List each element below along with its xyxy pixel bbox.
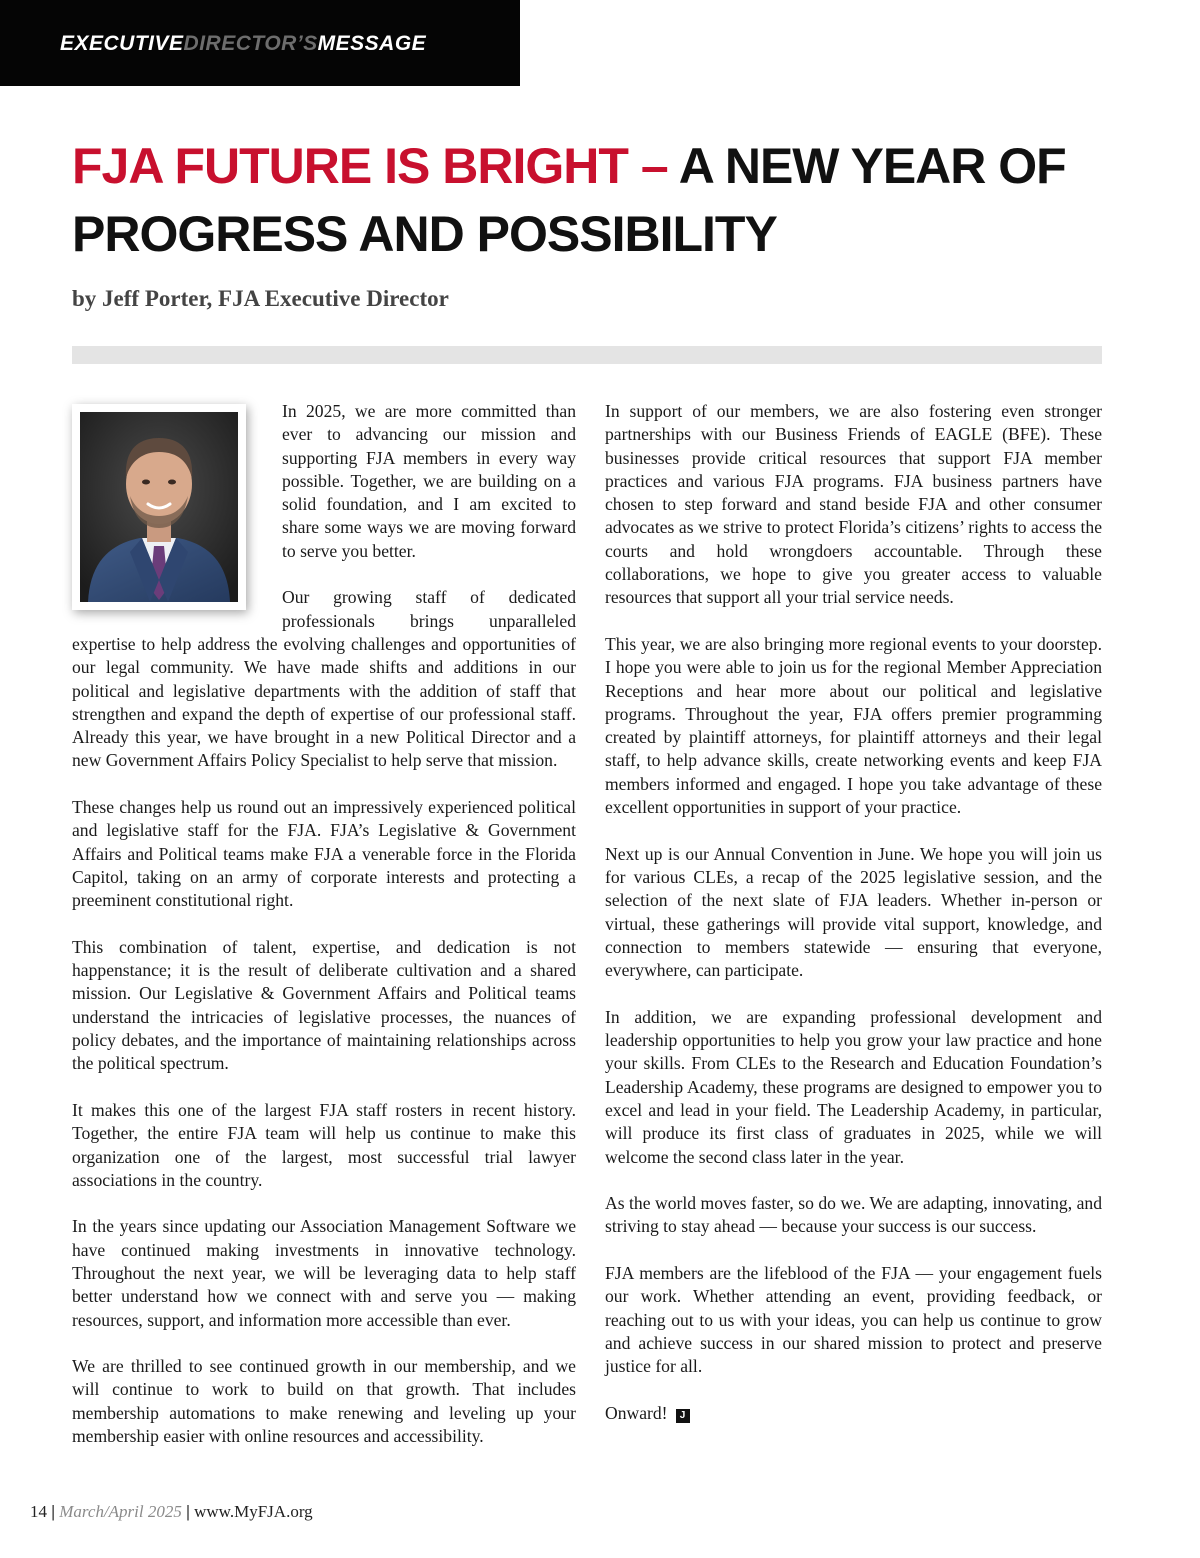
issue-date: March/April 2025: [59, 1502, 182, 1521]
headline-red-part: FJA FUTURE IS BRIGHT –: [72, 138, 668, 194]
byline: by Jeff Porter, FJA Executive Director: [72, 286, 449, 311]
article-paragraph: In the years since updating our Association Management Software we have continued making investments in innovative technology. Throughout the next year, we will be leveraging data to help staff better understand how we connect with and serve you — making resources, support, and information more accessible than ever.: [72, 1216, 576, 1330]
footer-separator: |: [51, 1502, 55, 1521]
page-footer: [30, 1502, 313, 1522]
section-label-part3: MESSAGE: [317, 32, 427, 55]
article-paragraph: We are thrilled to see continued growth in our membership, and we will continue to work to build on that growth. That includes membership automations to make renewing and leveling up your membership easier with online resources and accessibility.: [72, 1356, 576, 1447]
signoff-text: Onward!: [605, 1402, 668, 1423]
end-mark-icon: J: [676, 1409, 690, 1423]
article-paragraph: It makes this one of the largest FJA staff rosters in recent history. Together, the entire FJA team will help us continue to make this organization one of the largest, most successful trial lawyer associations in the country.: [72, 1099, 576, 1190]
article-headline: [72, 132, 1132, 268]
article-column-left: [72, 400, 576, 1472]
section-tab: [0, 0, 520, 86]
website-url: www.MyFJA.org: [194, 1502, 313, 1521]
article-paragraph: Our growing staff of dedicated professionals brings unparalleled expertise to help address the evolving challenges and opportunities of our legal community. We have made shifts and additions in our political and legislative departments with the addition of staff that strengthen and expand the depth of expertise of our professional staff. Already this year, we have brought in a new Political Director and a new Government Affairs Policy Specialist to help serve that mission.: [72, 587, 576, 771]
article-paragraph: FJA members are the lifeblood of the FJA — your engagement fuels our work. Whether attending an event, providing feedback, or reaching out to us with your ideas, you can help us continue to grow and achieve success in our shared mission to protect and preserve justice for all.: [605, 1262, 1102, 1377]
section-label: [60, 32, 426, 56]
page-number: 14: [30, 1502, 47, 1521]
photo-wrap-spacer: [72, 400, 282, 622]
section-label-part1: EXECUTIVE: [60, 32, 184, 55]
article-paragraph: As the world moves faster, so do we. We are adapting, innovating, and striving to stay ahead — because your success is our success.: [605, 1193, 1102, 1237]
article-signoff: [605, 1402, 1102, 1425]
article-paragraph: These changes help us round out an impressively experienced political and legislative staff for the FJA. FJA’s Legislative & Government Affairs and Political teams make FJA a venerable force in the Florida Capitol, taking on an army of corporate interests and protecting a preeminent constitutional right.: [72, 797, 576, 911]
article-paragraph: In support of our members, we are also fostering even stronger partnerships with our Business Friends of EAGLE (BFE). These businesses provide critical resources that support FJA member practices and various FJA programs. FJA business partners have chosen to step forward and stand beside FJA and other consumer advocates as we strive to protect Florida’s citizens’ rights to access the courts and hold wrongdoers accountable. Through these collaborations, we hope to give you greater access to valuable resources that support all your trial service needs.: [605, 401, 1102, 608]
article-paragraph: This combination of talent, expertise, and dedication is not happenstance; it is the result of deliberate cultivation and a shared mission. Our Legislative & Government Affairs and Political teams understand the intricacies of legislative processes, the nuances of policy debates, and the importance of maintaining relationships across the political spectrum.: [72, 936, 576, 1074]
article-column-right: [605, 400, 1102, 1448]
article-paragraph: In 2025, we are more committed than ever to advancing our mission and supporting FJA members in every way possible. Together, we are building on a solid foundation, and I am excited to share some ways we are moving forward to serve you better.: [282, 401, 576, 561]
headline-black-part: A NEW YEAR OF PROGRESS AND POSSIBILITY: [72, 138, 1066, 262]
divider-bar: [72, 346, 1102, 364]
footer-separator: |: [186, 1502, 190, 1521]
article-paragraph: This year, we are also bringing more regional events to your doorstep. I hope you were able to join us for the regional Member Appreciation Receptions and hear more about our political and legislative programs. Throughout the year, FJA offers premier programming created by plaintiff attorneys, for plaintiff attorneys and their legal staff, to help advance skills, create networking events and keep FJA members informed and engaged. I hope you take advantage of these excellent opportunities in support of your practice.: [605, 633, 1102, 818]
article-paragraph: Next up is our Annual Convention in June. We hope you will join us for various CLEs, a recap of the 2025 legislative session, and the selection of the next slate of FJA leaders. Whether in-person or virtual, these gatherings will provide vital support, knowledge, and connection to members statewide — ensuring that everyone, everywhere, can participate.: [605, 843, 1102, 981]
article-paragraph: In addition, we are expanding professional development and leadership opportunities to help you grow your law practice and hone your skills. From CLEs to the Research and Education Foundation’s Leadership Academy, these programs are designed to empower you to excel and lead in your field. The Leadership Academy, in particular, will produce its first class of graduates in 2025, while we will welcome the second class later in the year.: [605, 1006, 1102, 1167]
section-label-part2: DIRECTOR’S: [183, 32, 318, 55]
